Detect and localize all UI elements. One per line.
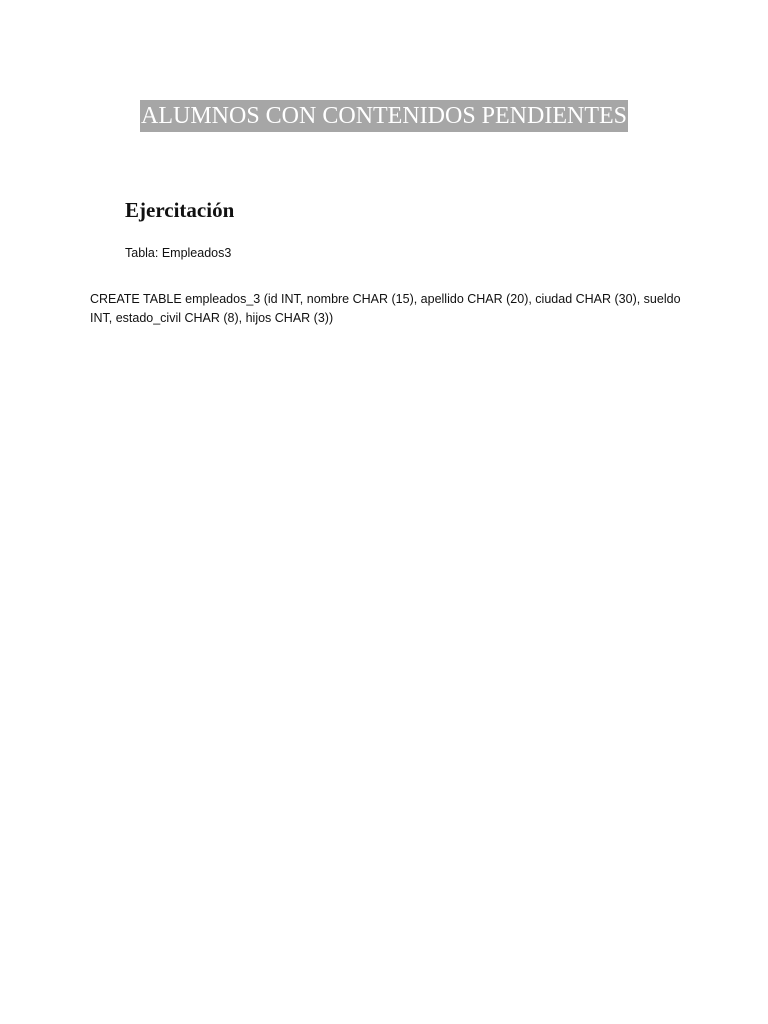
section-heading: Ejercitación bbox=[125, 198, 235, 222]
table-name-label: Tabla: Empleados3 bbox=[125, 246, 232, 260]
page-title: ALUMNOS CON CONTENIDOS PENDIENTES bbox=[140, 100, 628, 132]
title-container bbox=[0, 100, 768, 132]
create-table-statement: CREATE TABLE empleados_3 (id INT, nombre CHAR (15), apellido CHAR (20), ciudad CHAR (30), sueldo INT, estado_civil CHAR (8), hijos CHAR (3)) bbox=[90, 292, 681, 325]
sql-statements bbox=[90, 290, 690, 338]
